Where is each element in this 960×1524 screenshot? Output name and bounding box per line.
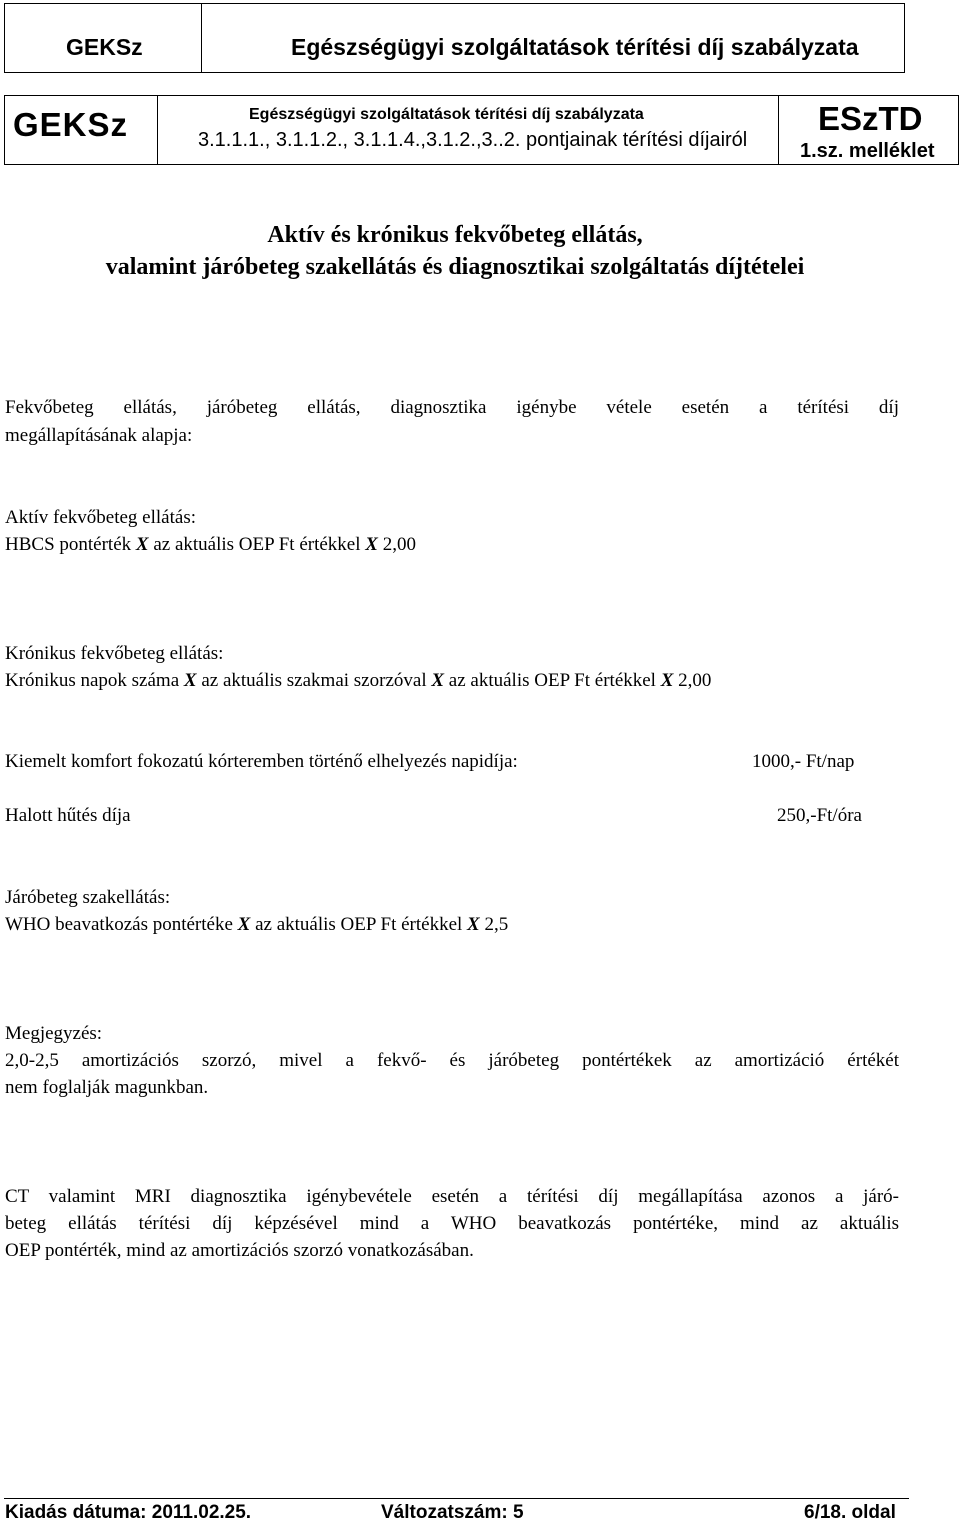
ct-mri-line2: beteg ellátás térítési díj képzésével mind a WHO beavatkozás pontértéke, mind az aktuális <box>5 1213 899 1234</box>
page-heading-line2: valamint járóbeteg szakellátás és diagnosztikai szolgáltatás díjtételei <box>105 254 805 280</box>
note-line2: nem foglalják magunkban. <box>5 1077 209 1098</box>
outpatient-label: Járóbeteg szakellátás: <box>5 887 171 908</box>
footer-issue-date: Kiadás dátuma: 2011.02.25. <box>5 1502 252 1523</box>
footer-version: Változatszám: 5 <box>381 1502 524 1523</box>
note-line1: 2,0-2,5 amortizációs szorzó, mivel a fekvő- és járóbeteg pontértékek az amortizáció értékét <box>5 1050 899 1071</box>
intro-line1: Fekvőbeteg ellátás, járóbeteg ellátás, diagnosztika igénybe vétele esetén a térítési díj <box>5 397 899 418</box>
chronic-care-label: Krónikus fekvőbeteg ellátás: <box>5 643 224 664</box>
header-subtitle: Egészségügyi szolgáltatások térítési díj szabályzata <box>249 106 644 123</box>
fee-value-body-cooling: 250,-Ft/óra <box>777 805 862 826</box>
header-divider-2 <box>778 96 779 164</box>
fee-label-comfort-room: Kiemelt komfort fokozatú kórteremben történő elhelyezés napidíja: <box>5 751 518 772</box>
header-annex: 1.sz. melléklet <box>800 140 935 162</box>
fee-value-comfort-room: 1000,- Ft/nap <box>752 751 855 772</box>
footer-rule <box>4 1498 909 1499</box>
intro-line2: megállapításának alapja: <box>5 425 193 446</box>
title-box-divider <box>201 4 202 72</box>
header-logo: GEKSz <box>13 106 129 143</box>
top-logo-text: GEKSz <box>66 34 143 60</box>
fee-label-body-cooling: Halott hűtés díja <box>5 805 131 826</box>
note-label: Megjegyzés: <box>5 1023 103 1044</box>
header-divider-1 <box>157 96 158 164</box>
chronic-care-formula: Krónikus napok száma X az aktuális szakmai szorzóval X az aktuális OEP Ft értékkel X 2,00 <box>5 670 712 691</box>
active-care-formula: HBCS pontérték X az aktuális OEP Ft értékkel X 2,00 <box>5 534 416 555</box>
top-title-text: Egészségügyi szolgáltatások térítési díj szabályzata <box>291 34 859 60</box>
outpatient-formula: WHO beavatkozás pontértéke X az aktuális OEP Ft értékkel X 2,5 <box>5 914 509 935</box>
footer-page-number: 6/18. oldal <box>804 1502 896 1523</box>
header-sections: 3.1.1.1., 3.1.1.2., 3.1.1.4.,3.1.2.,3..2. pontjainak térítési díjairól <box>198 129 748 151</box>
page-heading-line1: Aktív és krónikus fekvőbeteg ellátás, <box>267 222 643 248</box>
ct-mri-line3: OEP pontérték, mind az amortizációs szorzó vonatkozásában. <box>5 1240 474 1261</box>
active-care-label: Aktív fekvőbeteg ellátás: <box>5 507 196 528</box>
header-code: ESzTD <box>818 100 923 137</box>
ct-mri-line1: CT valamint MRI diagnosztika igénybevétele esetén a térítési díj megállapítása azonos a járó- <box>5 1186 899 1207</box>
